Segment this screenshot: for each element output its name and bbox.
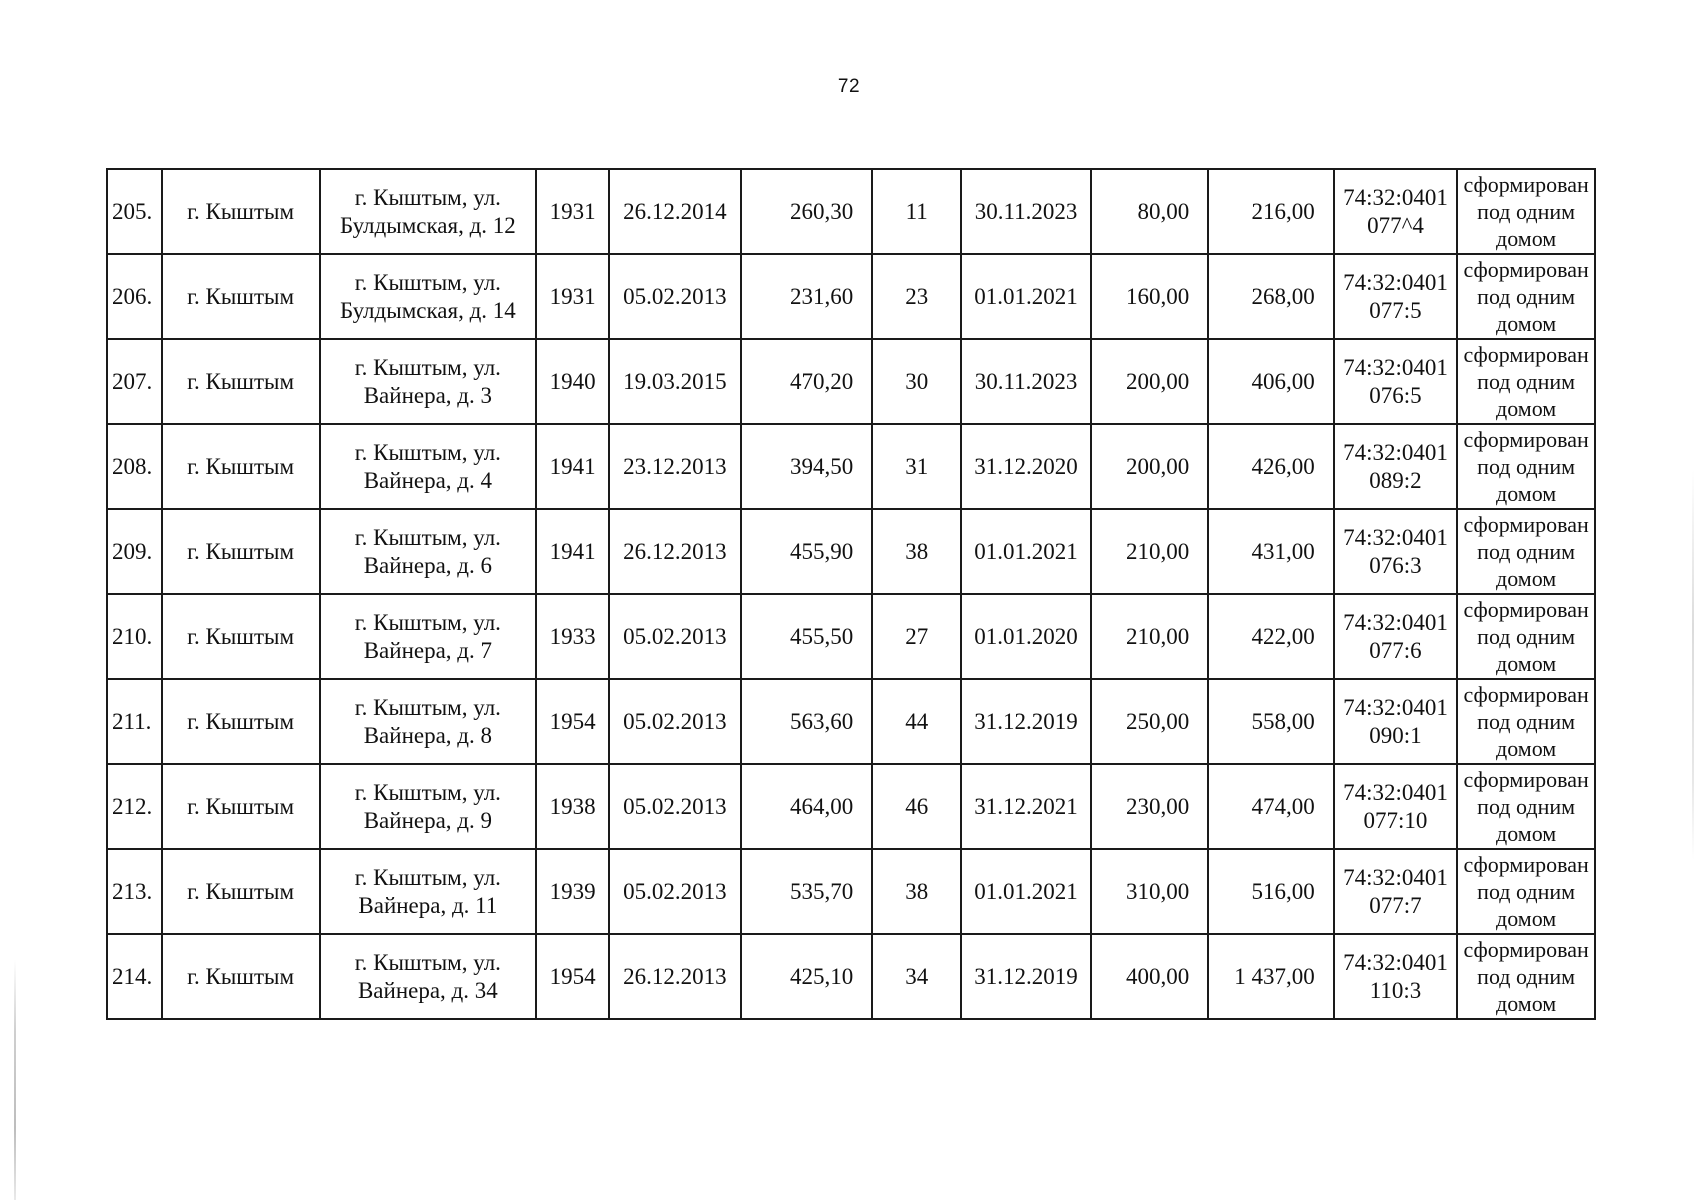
cadastral-number-cell [1334,169,1457,254]
table-row [107,254,1595,339]
registry-table [106,168,1596,1020]
year-cell: 1954 [536,934,609,1019]
address-line: г. Кыштым, ул. [354,439,501,465]
status-cell [1457,934,1595,1019]
year-cell: 1941 [536,424,609,509]
value-cell: 230,00 [1091,764,1208,849]
status-line: домом [1496,821,1557,846]
year-cell: 1933 [536,594,609,679]
cadastral-number-cell [1334,934,1457,1019]
date-cell: 31.12.2019 [961,679,1091,764]
cadastral-number-cell [1334,509,1457,594]
city-cell: г. Кыштым [162,764,320,849]
address-line: г. Кыштым, ул. [354,269,501,295]
year-cell: 1931 [536,169,609,254]
count-cell: 23 [872,254,961,339]
address-line: г. Кыштым, ул. [354,779,501,805]
address-line: г. Кыштым, ул. [354,184,501,210]
status-line: под одним [1477,539,1576,564]
date-cell: 26.12.2013 [609,509,741,594]
cadastral-number-line: 74:32:0401 [1343,694,1448,720]
date-cell: 30.11.2023 [961,339,1091,424]
status-line: сформирован [1463,597,1589,622]
status-line: сформирован [1463,172,1589,197]
value-cell: 558,00 [1208,679,1334,764]
row-number-cell: 212. [107,764,162,849]
city-cell: г. Кыштым [162,934,320,1019]
value-cell: 80,00 [1091,169,1208,254]
address-cell [320,934,537,1019]
address-cell [320,254,537,339]
table-row [107,934,1595,1019]
status-line: под одним [1477,284,1576,309]
value-cell: 422,00 [1208,594,1334,679]
status-line: под одним [1477,454,1576,479]
city-cell: г. Кыштым [162,339,320,424]
address-cell [320,764,537,849]
table-row [107,339,1595,424]
count-cell: 38 [872,509,961,594]
status-line: домом [1496,736,1557,761]
area-cell: 464,00 [741,764,873,849]
count-cell: 27 [872,594,961,679]
address-cell [320,594,537,679]
value-cell: 210,00 [1091,594,1208,679]
page-number: 72 [837,76,861,97]
address-cell [320,679,537,764]
date-cell: 26.12.2014 [609,169,741,254]
status-line: сформирован [1463,682,1589,707]
status-cell [1457,424,1595,509]
value-cell: 216,00 [1208,169,1334,254]
status-line: сформирован [1463,767,1589,792]
city-cell: г. Кыштым [162,849,320,934]
status-line: домом [1496,906,1557,931]
year-cell: 1941 [536,509,609,594]
value-cell: 200,00 [1091,339,1208,424]
status-line: под одним [1477,879,1576,904]
row-number-cell: 208. [107,424,162,509]
cadastral-number-line: 076:3 [1369,552,1422,578]
date-cell: 01.01.2021 [961,509,1091,594]
status-cell [1457,169,1595,254]
address-line: г. Кыштым, ул. [354,524,501,550]
cadastral-number-cell [1334,424,1457,509]
scan-edge-left [14,960,16,1200]
status-cell [1457,679,1595,764]
date-cell: 01.01.2020 [961,594,1091,679]
cadastral-number-cell [1334,594,1457,679]
status-line: сформирован [1463,937,1589,962]
cadastral-number-line: 74:32:0401 [1343,779,1448,805]
date-cell: 05.02.2013 [609,254,741,339]
cadastral-number-cell [1334,764,1457,849]
status-line: под одним [1477,624,1576,649]
date-cell: 31.12.2020 [961,424,1091,509]
count-cell: 38 [872,849,961,934]
address-line: Вайнера, д. 6 [363,552,493,578]
address-cell [320,339,537,424]
address-line: г. Кыштым, ул. [354,609,501,635]
status-line: под одним [1477,709,1576,734]
address-line: Вайнера, д. 4 [363,467,493,493]
city-cell: г. Кыштым [162,679,320,764]
year-cell: 1940 [536,339,609,424]
status-cell [1457,339,1595,424]
date-cell: 30.11.2023 [961,169,1091,254]
value-cell: 1 437,00 [1208,934,1334,1019]
status-cell [1457,764,1595,849]
date-cell: 01.01.2021 [961,849,1091,934]
date-cell: 01.01.2021 [961,254,1091,339]
value-cell: 516,00 [1208,849,1334,934]
count-cell: 30 [872,339,961,424]
count-cell: 44 [872,679,961,764]
value-cell: 160,00 [1091,254,1208,339]
year-cell: 1954 [536,679,609,764]
table-row [107,849,1595,934]
year-cell: 1931 [536,254,609,339]
status-line: домом [1496,481,1557,506]
date-cell: 05.02.2013 [609,764,741,849]
city-cell: г. Кыштым [162,254,320,339]
cadastral-number-line: 74:32:0401 [1343,524,1448,550]
value-cell: 426,00 [1208,424,1334,509]
address-line: г. Кыштым, ул. [354,354,501,380]
cadastral-number-line: 077:7 [1369,892,1422,918]
address-line: г. Кыштым, ул. [354,864,501,890]
status-line: сформирован [1463,257,1589,282]
status-cell [1457,254,1595,339]
cadastral-number-cell [1334,679,1457,764]
row-number-cell: 211. [107,679,162,764]
status-line: сформирован [1463,852,1589,877]
table-row [107,169,1595,254]
address-line: г. Кыштым, ул. [354,949,501,975]
date-cell: 23.12.2013 [609,424,741,509]
row-number-cell: 209. [107,509,162,594]
address-cell [320,509,537,594]
status-line: домом [1496,991,1557,1016]
cadastral-number-line: 74:32:0401 [1343,609,1448,635]
value-cell: 406,00 [1208,339,1334,424]
date-cell: 05.02.2013 [609,849,741,934]
row-number-cell: 213. [107,849,162,934]
cadastral-number-line: 077:10 [1363,807,1428,833]
status-line: под одним [1477,964,1576,989]
table-row [107,509,1595,594]
cadastral-number-line: 077:5 [1369,297,1422,323]
area-cell: 425,10 [741,934,873,1019]
status-cell [1457,509,1595,594]
area-cell: 535,70 [741,849,873,934]
value-cell: 268,00 [1208,254,1334,339]
city-cell: г. Кыштым [162,169,320,254]
year-cell: 1939 [536,849,609,934]
status-line: домом [1496,566,1557,591]
area-cell: 455,50 [741,594,873,679]
area-cell: 260,30 [741,169,873,254]
cadastral-number-line: 74:32:0401 [1343,184,1448,210]
area-cell: 394,50 [741,424,873,509]
address-line: Булдымская, д. 14 [339,297,516,323]
area-cell: 455,90 [741,509,873,594]
count-cell: 34 [872,934,961,1019]
count-cell: 46 [872,764,961,849]
date-cell: 26.12.2013 [609,934,741,1019]
status-line: сформирован [1463,342,1589,367]
status-line: сформирован [1463,512,1589,537]
row-number-cell: 210. [107,594,162,679]
status-line: сформирован [1463,427,1589,452]
address-line: Вайнера, д. 11 [358,892,498,918]
cadastral-number-line: 74:32:0401 [1343,949,1448,975]
date-cell: 31.12.2019 [961,934,1091,1019]
area-cell: 231,60 [741,254,873,339]
status-line: под одним [1477,199,1576,224]
area-cell: 470,20 [741,339,873,424]
cadastral-number-line: 090:1 [1369,722,1422,748]
value-cell: 431,00 [1208,509,1334,594]
date-cell: 31.12.2021 [961,764,1091,849]
row-number-cell: 207. [107,339,162,424]
cadastral-number-line: 74:32:0401 [1343,439,1448,465]
status-cell [1457,849,1595,934]
status-line: домом [1496,226,1557,251]
value-cell: 474,00 [1208,764,1334,849]
cadastral-number-line: 74:32:0401 [1343,864,1448,890]
status-line: домом [1496,311,1557,336]
cadastral-number-line: 077^4 [1367,212,1424,238]
status-line: под одним [1477,794,1576,819]
count-cell: 11 [872,169,961,254]
area-cell: 563,60 [741,679,873,764]
status-cell [1457,594,1595,679]
address-line: Вайнера, д. 34 [357,977,498,1003]
cadastral-number-line: 077:6 [1369,637,1422,663]
cadastral-number-line: 74:32:0401 [1343,269,1448,295]
year-cell: 1938 [536,764,609,849]
status-line: под одним [1477,369,1576,394]
cadastral-number-line: 110:3 [1369,977,1422,1003]
date-cell: 19.03.2015 [609,339,741,424]
table-row [107,424,1595,509]
table-body [107,169,1595,1019]
date-cell: 05.02.2013 [609,594,741,679]
cadastral-number-cell [1334,254,1457,339]
count-cell: 31 [872,424,961,509]
address-line: Вайнера, д. 7 [363,637,493,663]
city-cell: г. Кыштым [162,509,320,594]
address-line: Вайнера, д. 3 [363,382,493,408]
row-number-cell: 206. [107,254,162,339]
value-cell: 250,00 [1091,679,1208,764]
cadastral-number-line: 089:2 [1369,467,1422,493]
table-row [107,679,1595,764]
address-cell [320,424,537,509]
address-line: Вайнера, д. 9 [363,807,493,833]
value-cell: 210,00 [1091,509,1208,594]
table-row [107,594,1595,679]
cadastral-number-line: 74:32:0401 [1343,354,1448,380]
status-line: домом [1496,396,1557,421]
address-cell [320,169,537,254]
address-line: Вайнера, д. 8 [363,722,493,748]
scan-edge-right [1692,470,1694,860]
address-line: Булдымская, д. 12 [339,212,516,238]
city-cell: г. Кыштым [162,424,320,509]
table-row [107,764,1595,849]
cadastral-number-cell [1334,849,1457,934]
address-line: г. Кыштым, ул. [354,694,501,720]
row-number-cell: 214. [107,934,162,1019]
cadastral-number-line: 076:5 [1369,382,1422,408]
cadastral-number-cell [1334,339,1457,424]
value-cell: 310,00 [1091,849,1208,934]
city-cell: г. Кыштым [162,594,320,679]
address-cell [320,849,537,934]
value-cell: 200,00 [1091,424,1208,509]
value-cell: 400,00 [1091,934,1208,1019]
row-number-cell: 205. [107,169,162,254]
status-line: домом [1496,651,1557,676]
date-cell: 05.02.2013 [609,679,741,764]
